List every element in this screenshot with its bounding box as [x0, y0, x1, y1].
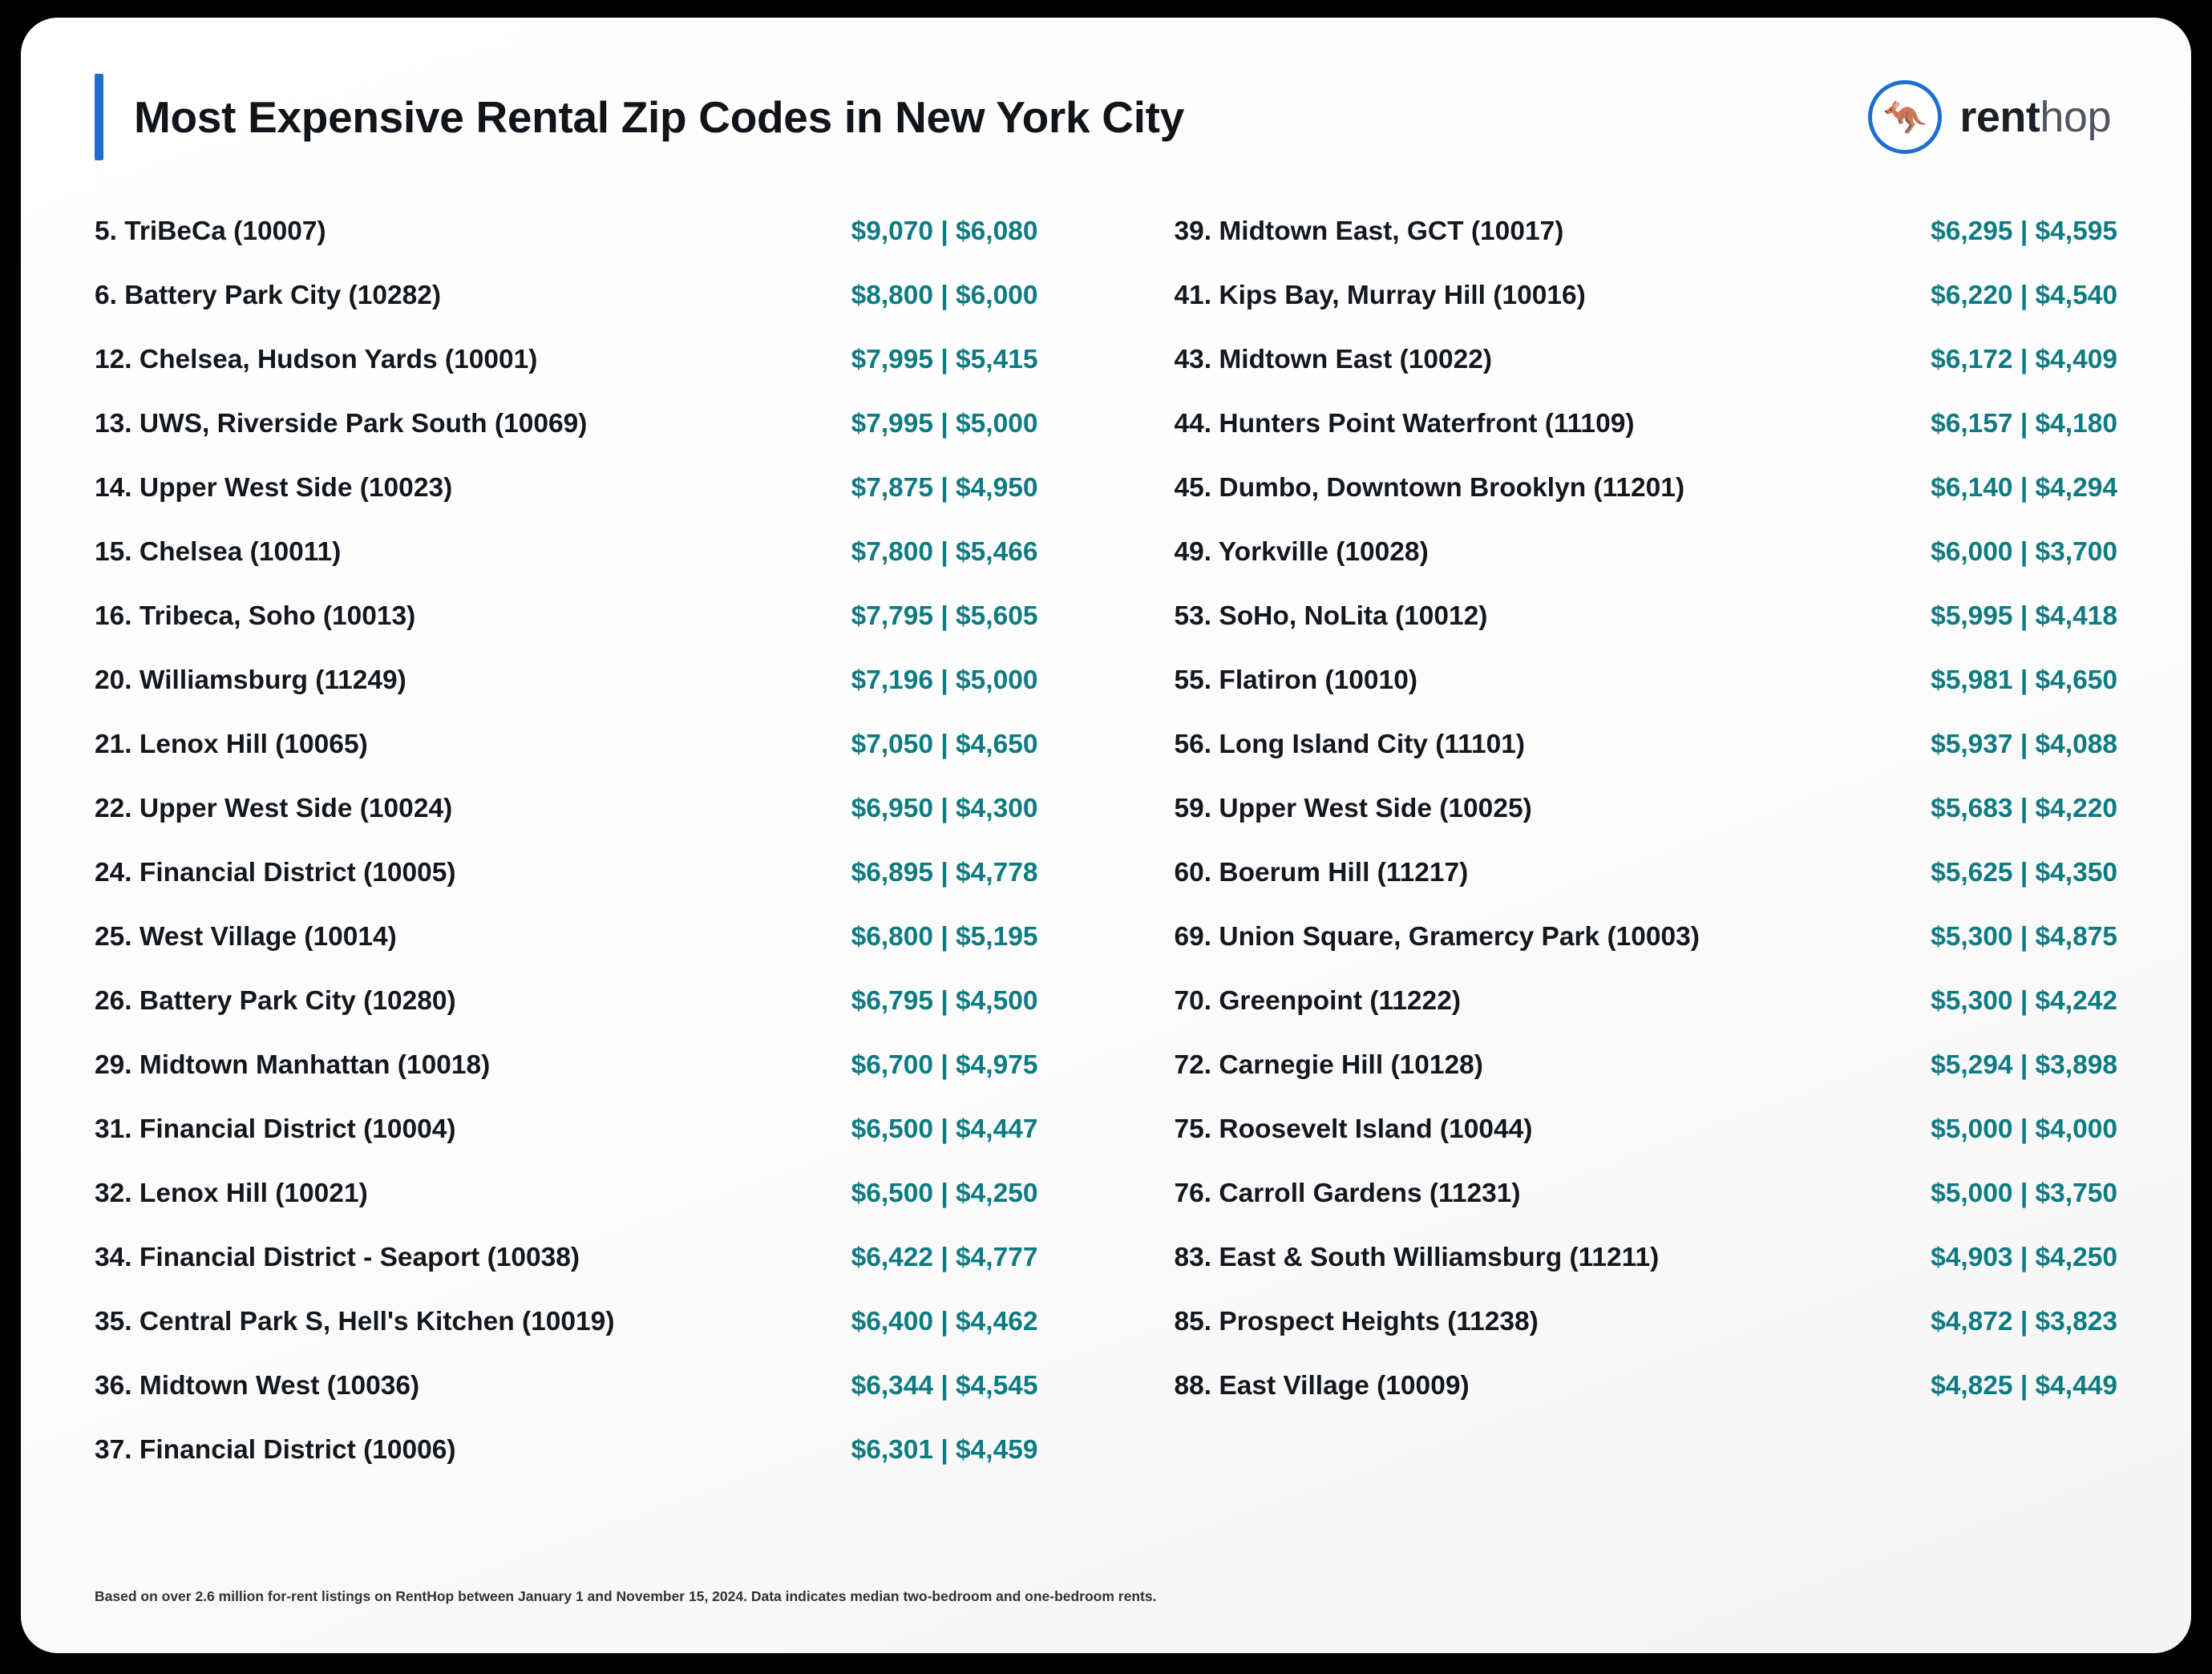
list-item [1175, 537, 2118, 601]
list-item [95, 794, 1038, 858]
zip-price: $4,903 | $4,250 [1931, 1243, 2117, 1272]
zip-price: $6,157 | $4,180 [1931, 409, 2117, 439]
list-item [1175, 730, 2118, 794]
zip-price: $6,500 | $4,447 [851, 1114, 1038, 1144]
zip-label: 56. Long Island City (11101) [1174, 730, 1526, 759]
zip-label: 6. Battery Park City (10282) [95, 281, 441, 310]
zip-price: $6,795 | $4,500 [851, 986, 1038, 1016]
zip-label: 31. Financial District (10004) [95, 1114, 456, 1144]
zip-label: 22. Upper West Side (10024) [95, 794, 453, 823]
zip-label: 88. East Village (10009) [1174, 1371, 1470, 1401]
list-item [95, 1114, 1038, 1179]
zip-price: $5,000 | $3,750 [1931, 1179, 2117, 1208]
list-item [1175, 281, 2118, 345]
zip-price: $5,300 | $4,242 [1931, 986, 2117, 1016]
brand-wordmark [1959, 92, 2111, 142]
zip-label: 45. Dumbo, Downtown Brooklyn (11201) [1174, 473, 1685, 503]
zip-label: 44. Hunters Point Waterfront (11109) [1174, 409, 1635, 439]
zip-label: 83. East & South Williamsburg (11211) [1174, 1243, 1660, 1272]
zip-label: 12. Chelsea, Hudson Yards (10001) [95, 345, 538, 374]
zip-label: 69. Union Square, Gramercy Park (10003) [1174, 922, 1700, 952]
list-item [95, 1435, 1038, 1499]
list-item [1175, 216, 2118, 281]
page-title: Most Expensive Rental Zip Codes in New York City [134, 92, 1184, 142]
zip-label: 24. Financial District (10005) [95, 858, 456, 888]
zip-price: $6,000 | $3,700 [1931, 537, 2117, 567]
list-item [1175, 794, 2118, 858]
list-item [95, 1243, 1038, 1307]
list-item [95, 601, 1038, 665]
list-item [95, 730, 1038, 794]
zip-price: $5,683 | $4,220 [1931, 794, 2117, 823]
zip-price: $6,400 | $4,462 [851, 1307, 1038, 1336]
header [95, 74, 2117, 160]
zip-label: 43. Midtown East (10022) [1174, 345, 1493, 374]
list-item [1175, 858, 2118, 922]
list-item [1175, 473, 2118, 537]
zip-price: $5,937 | $4,088 [1931, 730, 2117, 759]
list-item [95, 537, 1038, 601]
zip-label: 39. Midtown East, GCT (10017) [1174, 216, 1564, 246]
zip-label: 55. Flatiron (10010) [1174, 665, 1417, 695]
zip-label: 59. Upper West Side (10025) [1174, 794, 1532, 823]
list-item [95, 858, 1038, 922]
zip-price: $6,301 | $4,459 [851, 1435, 1038, 1465]
infographic-card [21, 18, 2191, 1653]
zip-price: $5,625 | $4,350 [1931, 858, 2117, 888]
list-item [95, 1371, 1038, 1435]
zip-price: $5,294 | $3,898 [1931, 1050, 2117, 1080]
zip-label: 76. Carroll Gardens (11231) [1174, 1179, 1521, 1208]
zip-label: 32. Lenox Hill (10021) [95, 1179, 368, 1208]
zip-price: $6,422 | $4,777 [851, 1243, 1038, 1272]
title-accent-bar [95, 74, 103, 160]
zip-price: $6,220 | $4,540 [1931, 281, 2117, 310]
zip-label: 41. Kips Bay, Murray Hill (10016) [1174, 281, 1586, 310]
footnote: Based on over 2.6 million for-rent listings on RentHop between January 1 and November 15, 2024. Data indicates median two-bedroom and one-bedroom rents. [95, 1588, 1157, 1604]
list-item [95, 665, 1038, 730]
list-item [1175, 409, 2118, 473]
zip-label: 5. TriBeCa (10007) [95, 216, 326, 246]
zip-price: $7,995 | $5,000 [851, 409, 1038, 439]
zip-price: $7,795 | $5,605 [851, 601, 1038, 631]
zip-price: $7,050 | $4,650 [851, 730, 1038, 759]
zip-price: $6,140 | $4,294 [1931, 473, 2117, 503]
brand-logo [1868, 80, 2117, 154]
zip-label: 53. SoHo, NoLita (10012) [1174, 601, 1488, 631]
list-item [1175, 1050, 2118, 1114]
brand-name-secondary: hop [2040, 93, 2111, 141]
zip-label: 75. Roosevelt Island (10044) [1174, 1114, 1533, 1144]
list-item [1175, 1114, 2118, 1179]
list-item [95, 1050, 1038, 1114]
list-item [1175, 601, 2118, 665]
list-item [1175, 986, 2118, 1050]
zip-price: $5,981 | $4,650 [1931, 665, 2117, 695]
zip-price: $7,800 | $5,466 [851, 537, 1038, 567]
zip-price: $7,875 | $4,950 [851, 473, 1038, 503]
zip-price: $9,070 | $6,080 [851, 216, 1038, 246]
zip-price: $5,300 | $4,875 [1931, 922, 2117, 952]
zip-price: $5,995 | $4,418 [1931, 601, 2117, 631]
zip-price: $4,872 | $3,823 [1931, 1307, 2117, 1336]
zip-label: 20. Williamsburg (11249) [95, 665, 406, 695]
zip-label: 26. Battery Park City (10280) [95, 986, 456, 1016]
list-item [95, 1307, 1038, 1371]
zip-price: $6,950 | $4,300 [851, 794, 1038, 823]
brand-name-primary: rent [1959, 93, 2040, 141]
zip-label: 70. Greenpoint (11222) [1174, 986, 1461, 1016]
zip-price: $5,000 | $4,000 [1931, 1114, 2117, 1144]
list-item [1175, 1307, 2118, 1371]
list-item [95, 986, 1038, 1050]
list-item [1175, 1179, 2118, 1243]
list-item [1175, 922, 2118, 986]
column-left [95, 216, 1038, 1499]
list-item [95, 473, 1038, 537]
zip-label: 21. Lenox Hill (10065) [95, 730, 368, 759]
list-item [1175, 1371, 2118, 1435]
zip-price: $6,344 | $4,545 [851, 1371, 1038, 1401]
list-item [95, 281, 1038, 345]
zip-label: 34. Financial District - Seaport (10038) [95, 1243, 580, 1272]
list-item [95, 345, 1038, 409]
zip-label: 37. Financial District (10006) [95, 1435, 456, 1465]
zip-label: 25. West Village (10014) [95, 922, 397, 952]
list-item [95, 922, 1038, 986]
zip-label: 36. Midtown West (10036) [95, 1371, 420, 1401]
list-item [95, 1179, 1038, 1243]
zip-price: $6,700 | $4,975 [851, 1050, 1038, 1080]
zip-price: $7,995 | $5,415 [851, 345, 1038, 374]
zip-label: 15. Chelsea (10011) [95, 537, 342, 567]
zip-label: 14. Upper West Side (10023) [95, 473, 453, 503]
kangaroo-glyph: 🦘 [1882, 98, 1927, 138]
zip-price: $6,500 | $4,250 [851, 1179, 1038, 1208]
zip-label: 13. UWS, Riverside Park South (10069) [95, 409, 588, 439]
list-item [95, 216, 1038, 281]
zip-label: 35. Central Park S, Hell's Kitchen (10019) [95, 1307, 615, 1336]
zip-label: 29. Midtown Manhattan (10018) [95, 1050, 491, 1080]
zip-label: 49. Yorkville (10028) [1174, 537, 1429, 567]
kangaroo-logo-icon [1868, 80, 1942, 154]
zip-price: $6,172 | $4,409 [1931, 345, 2117, 374]
zip-label: 60. Boerum Hill (11217) [1174, 858, 1469, 888]
column-right [1175, 216, 2118, 1499]
zip-price: $7,196 | $5,000 [851, 665, 1038, 695]
zip-label: 72. Carnegie Hill (10128) [1174, 1050, 1483, 1080]
list-item [1175, 665, 2118, 730]
title-block [95, 74, 1184, 160]
list-item [1175, 345, 2118, 409]
zip-code-columns [95, 216, 2117, 1499]
list-item [1175, 1243, 2118, 1307]
zip-price: $6,800 | $5,195 [851, 922, 1038, 952]
zip-price: $4,825 | $4,449 [1931, 1371, 2117, 1401]
zip-price: $6,895 | $4,778 [851, 858, 1038, 888]
zip-label: 85. Prospect Heights (11238) [1174, 1307, 1539, 1336]
zip-price: $6,295 | $4,595 [1931, 216, 2117, 246]
zip-label: 16. Tribeca, Soho (10013) [95, 601, 416, 631]
zip-price: $8,800 | $6,000 [851, 281, 1038, 310]
list-item [95, 409, 1038, 473]
